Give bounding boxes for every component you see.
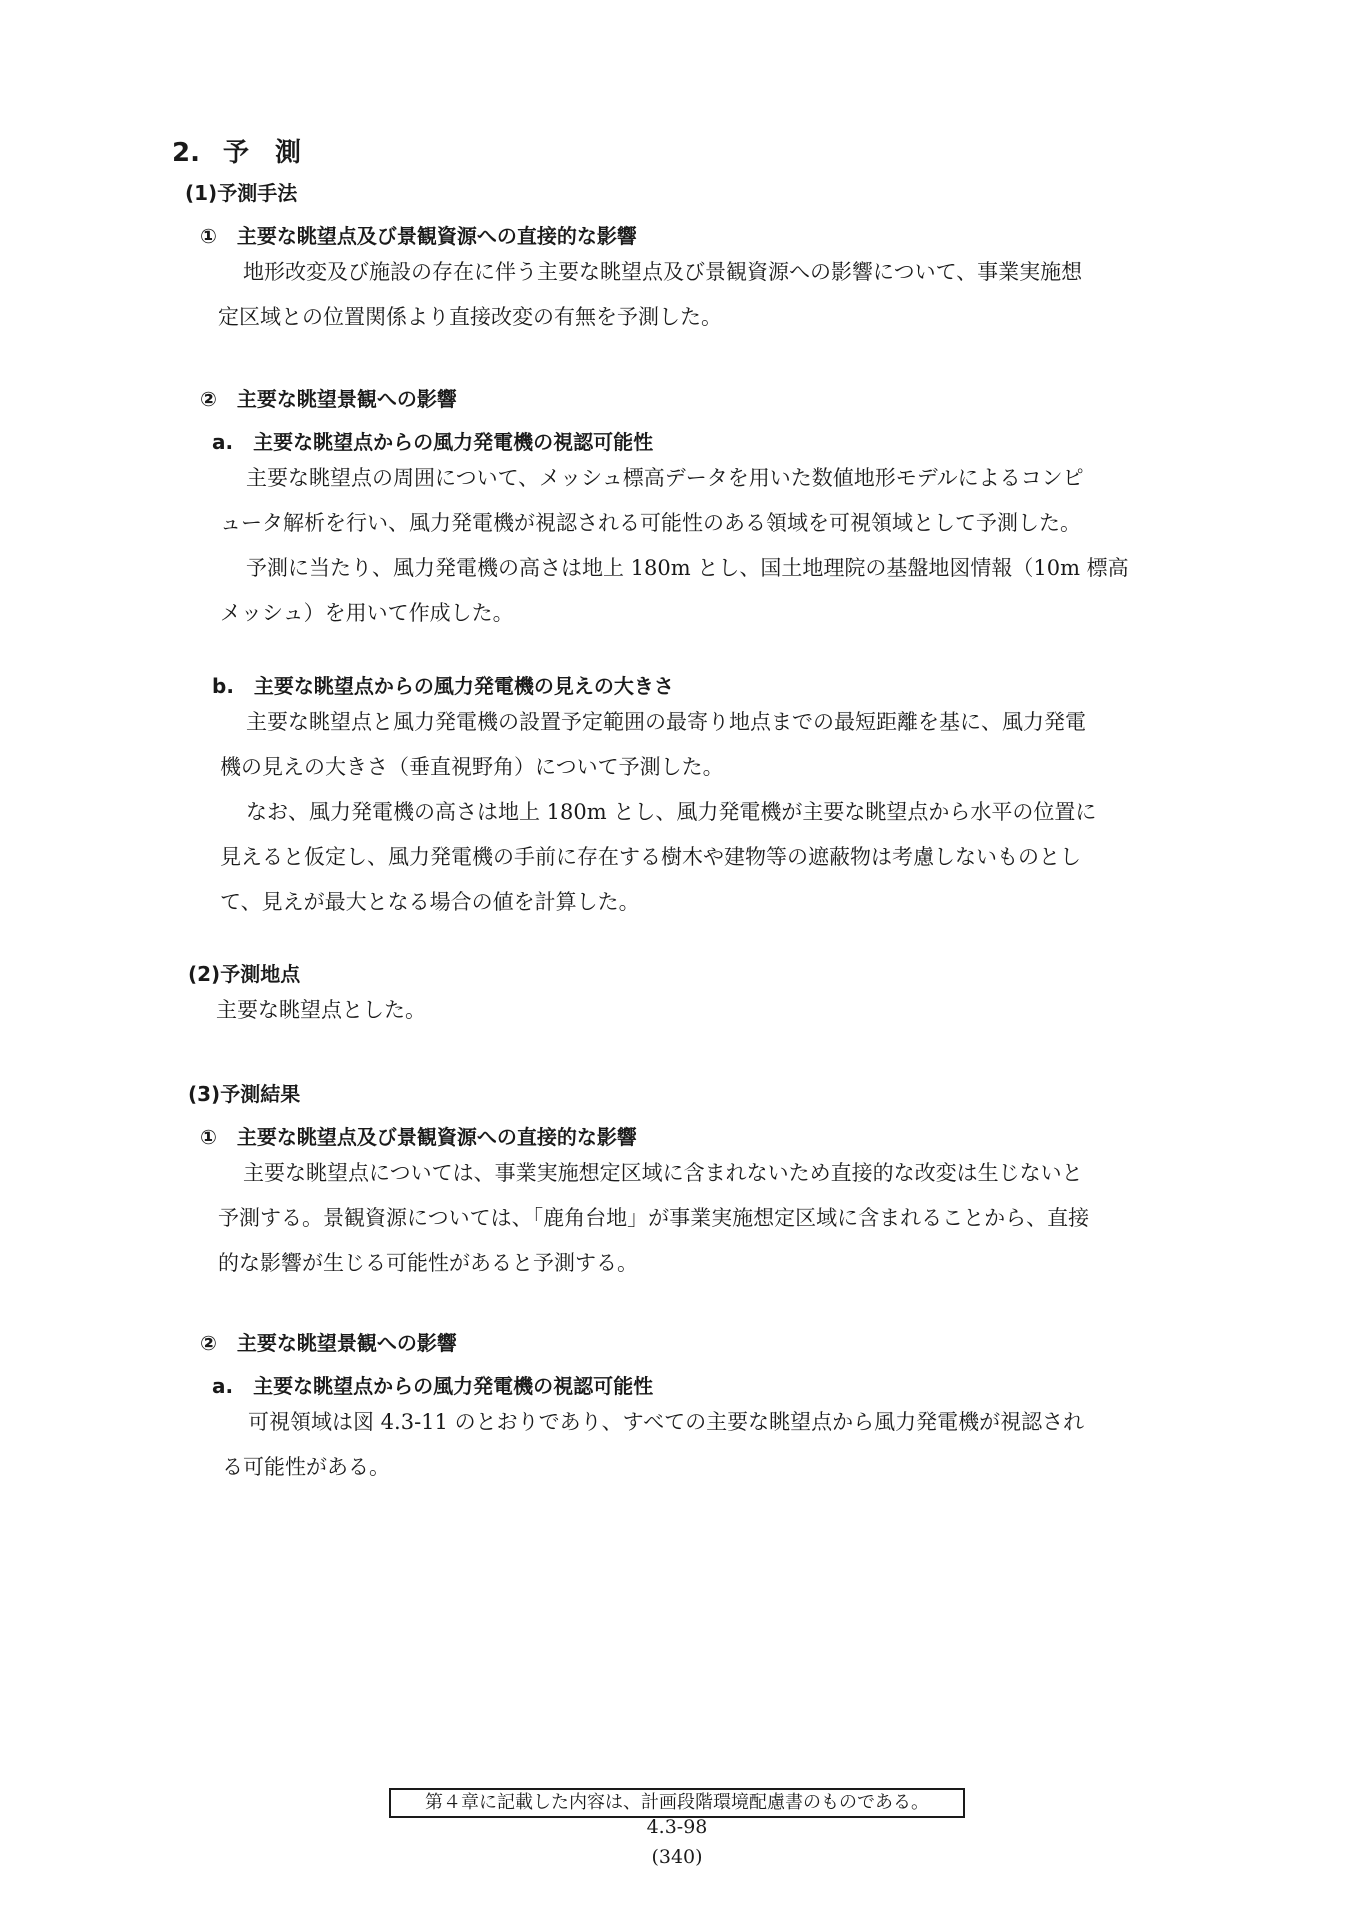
method-item2a-line1: 主要な眺望点の周囲について、メッシュ標高データを用いた数値地形モデルによるコンピ: [246, 466, 1084, 490]
method-item2a-line4: メッシュ）を用いて作成した。: [220, 601, 514, 625]
method-item1-heading: ① 主要な眺望点及び景観資源への直接的な影響: [200, 224, 637, 248]
method-item2b-line4: 見えると仮定し、風力発電機の手前に存在する樹木や建物等の遮蔽物は考慮しないものとし: [220, 845, 1081, 869]
results-item1-heading: ① 主要な眺望点及び景観資源への直接的な影響: [200, 1125, 637, 1149]
method-item2a-heading: a. 主要な眺望点からの風力発電機の視認可能性: [212, 430, 654, 454]
method-item2b-line1: 主要な眺望点と風力発電機の設置予定範囲の最寄り地点までの最短距離を基に、風力発電: [246, 710, 1086, 734]
results-item2a-heading: a. 主要な眺望点からの風力発電機の視認可能性: [212, 1374, 654, 1398]
results-item1-line1: 主要な眺望点については、事業実施想定区域に含まれないため直接的な改変は生じないと: [243, 1161, 1083, 1185]
method-item2b-line3: なお、風力発電機の高さは地上 180m とし、風力発電機が主要な眺望点から水平の位置に: [246, 800, 1097, 824]
method-item2b-heading: b. 主要な眺望点からの風力発電機の見えの大きさ: [212, 674, 674, 698]
results-item2a-line2: る可能性がある。: [222, 1455, 390, 1479]
section-heading: [172, 132, 301, 169]
results-item1-line3: 的な影響が生じる可能性があると予測する。: [218, 1251, 638, 1275]
section-number: 2.: [172, 138, 200, 168]
method-heading: (1)予測手法: [185, 181, 298, 205]
page-number: 4.3-98: [646, 1816, 708, 1838]
results-item1-line2: 予測する。景観資源については、「鹿角台地」が事業実施想定区域に含まれることから、直接: [218, 1206, 1090, 1230]
method-item1-line2: 定区域との位置関係より直接改変の有無を予測した。: [218, 305, 722, 329]
footer-note: 第４章に記載した内容は、計画段階環境配慮書のものである。: [425, 1792, 929, 1813]
method-item2a-line3: 予測に当たり、風力発電機の高さは地上 180m とし、国土地理院の基盤地図情報（10m 標高: [246, 556, 1129, 580]
results-item2a-line1: 可視領域は図 4.3-11 のとおりであり、すべての主要な眺望点から風力発電機が視認され: [248, 1410, 1085, 1434]
method-item2b-line5: て、見えが最大となる場合の値を計算した。: [220, 890, 640, 914]
section-title: 予 測: [223, 138, 302, 168]
points-text: 主要な眺望点とした。: [216, 998, 426, 1022]
method-item1-line1: 地形改変及び施設の存在に伴う主要な眺望点及び景観資源への影響について、事業実施想: [243, 260, 1083, 284]
total-page-number: (340): [651, 1846, 703, 1868]
method-item2b-line2: 機の見えの大きさ（垂直視野角）について予測した。: [220, 755, 724, 779]
method-item2-heading: ② 主要な眺望景観への影響: [200, 387, 457, 411]
method-item2a-line2: ュータ解析を行い、風力発電機が視認される可能性のある領域を可視領域として予測した。: [220, 511, 1081, 535]
points-heading: (2)予測地点: [188, 962, 301, 986]
results-item2-heading: ② 主要な眺望景観への影響: [200, 1331, 457, 1355]
results-heading: (3)予測結果: [188, 1082, 301, 1106]
footer-note-box: [389, 1788, 965, 1818]
